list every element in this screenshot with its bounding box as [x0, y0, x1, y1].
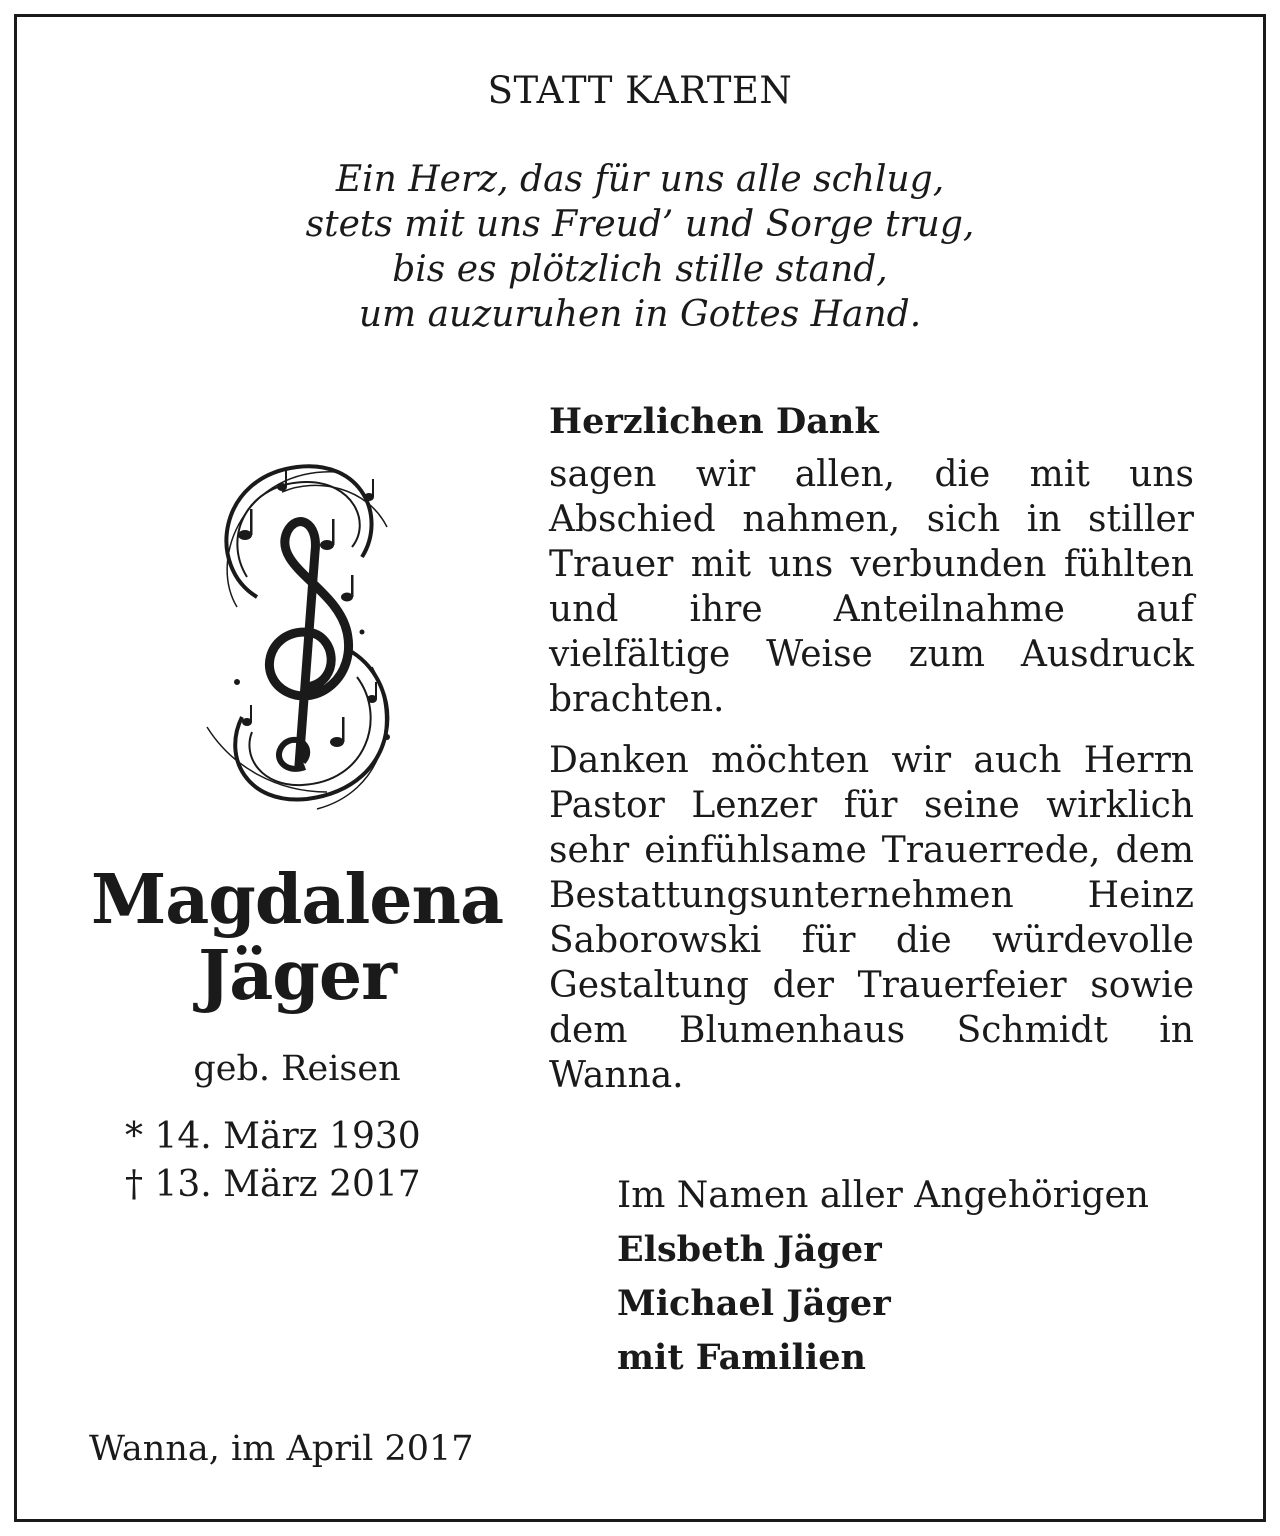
signature-name: Elsbeth Jäger — [617, 1229, 882, 1270]
thanks-title: Herzlichen Dank — [549, 401, 879, 442]
death-date: † 13. März 2017 — [125, 1164, 421, 1205]
maiden-name: geb. Reisen — [193, 1049, 401, 1089]
signature-block — [617, 1169, 1197, 1385]
poem-line: Ein Herz, das für uns alle schlug, — [335, 159, 945, 200]
signature-name: Michael Jäger — [617, 1283, 891, 1324]
notice-header: STATT KARTEN — [487, 69, 793, 112]
place-date: Wanna, im April 2017 — [89, 1429, 474, 1469]
deceased-name — [47, 862, 547, 1014]
signature-intro: Im Namen aller Angehörigen — [617, 1175, 1149, 1216]
poem-line: bis es plötzlich stille stand, — [392, 249, 888, 290]
poem — [17, 157, 1263, 337]
poem-line: stets mit uns Freud’ und Sorge trug, — [305, 204, 975, 245]
thanks-paragraph: Danken möchten wir auch Herrn Pastor Lenzer für seine wirklich sehr einfühlsame Trauerrede, dem Bestattungsunternehmen Heinz Saborowski für die würdevolle Gestaltung der Trauerfeier sowie dem Blumenhaus Schmidt in Wanna. — [549, 740, 1194, 1096]
treble-clef-music-notes-icon — [187, 437, 427, 817]
obituary-notice — [14, 14, 1266, 1522]
birth-date: * 14. März 1930 — [125, 1116, 421, 1157]
life-dates — [125, 1113, 421, 1209]
thanks-section — [549, 399, 1194, 1098]
signature-name: mit Familien — [617, 1337, 866, 1378]
deceased-first-name: Magdalena — [90, 860, 504, 940]
deceased-last-name: Jäger — [198, 936, 396, 1016]
poem-line: um auzuruhen in Gottes Hand. — [358, 294, 922, 335]
thanks-paragraph: sagen wir allen, die mit uns Abschied nahmen, sich in stiller Trauer mit uns verbunden fühlten und ihre Anteilnahme auf vielfältige Weise zum Ausdruck brachten. — [549, 454, 1194, 720]
